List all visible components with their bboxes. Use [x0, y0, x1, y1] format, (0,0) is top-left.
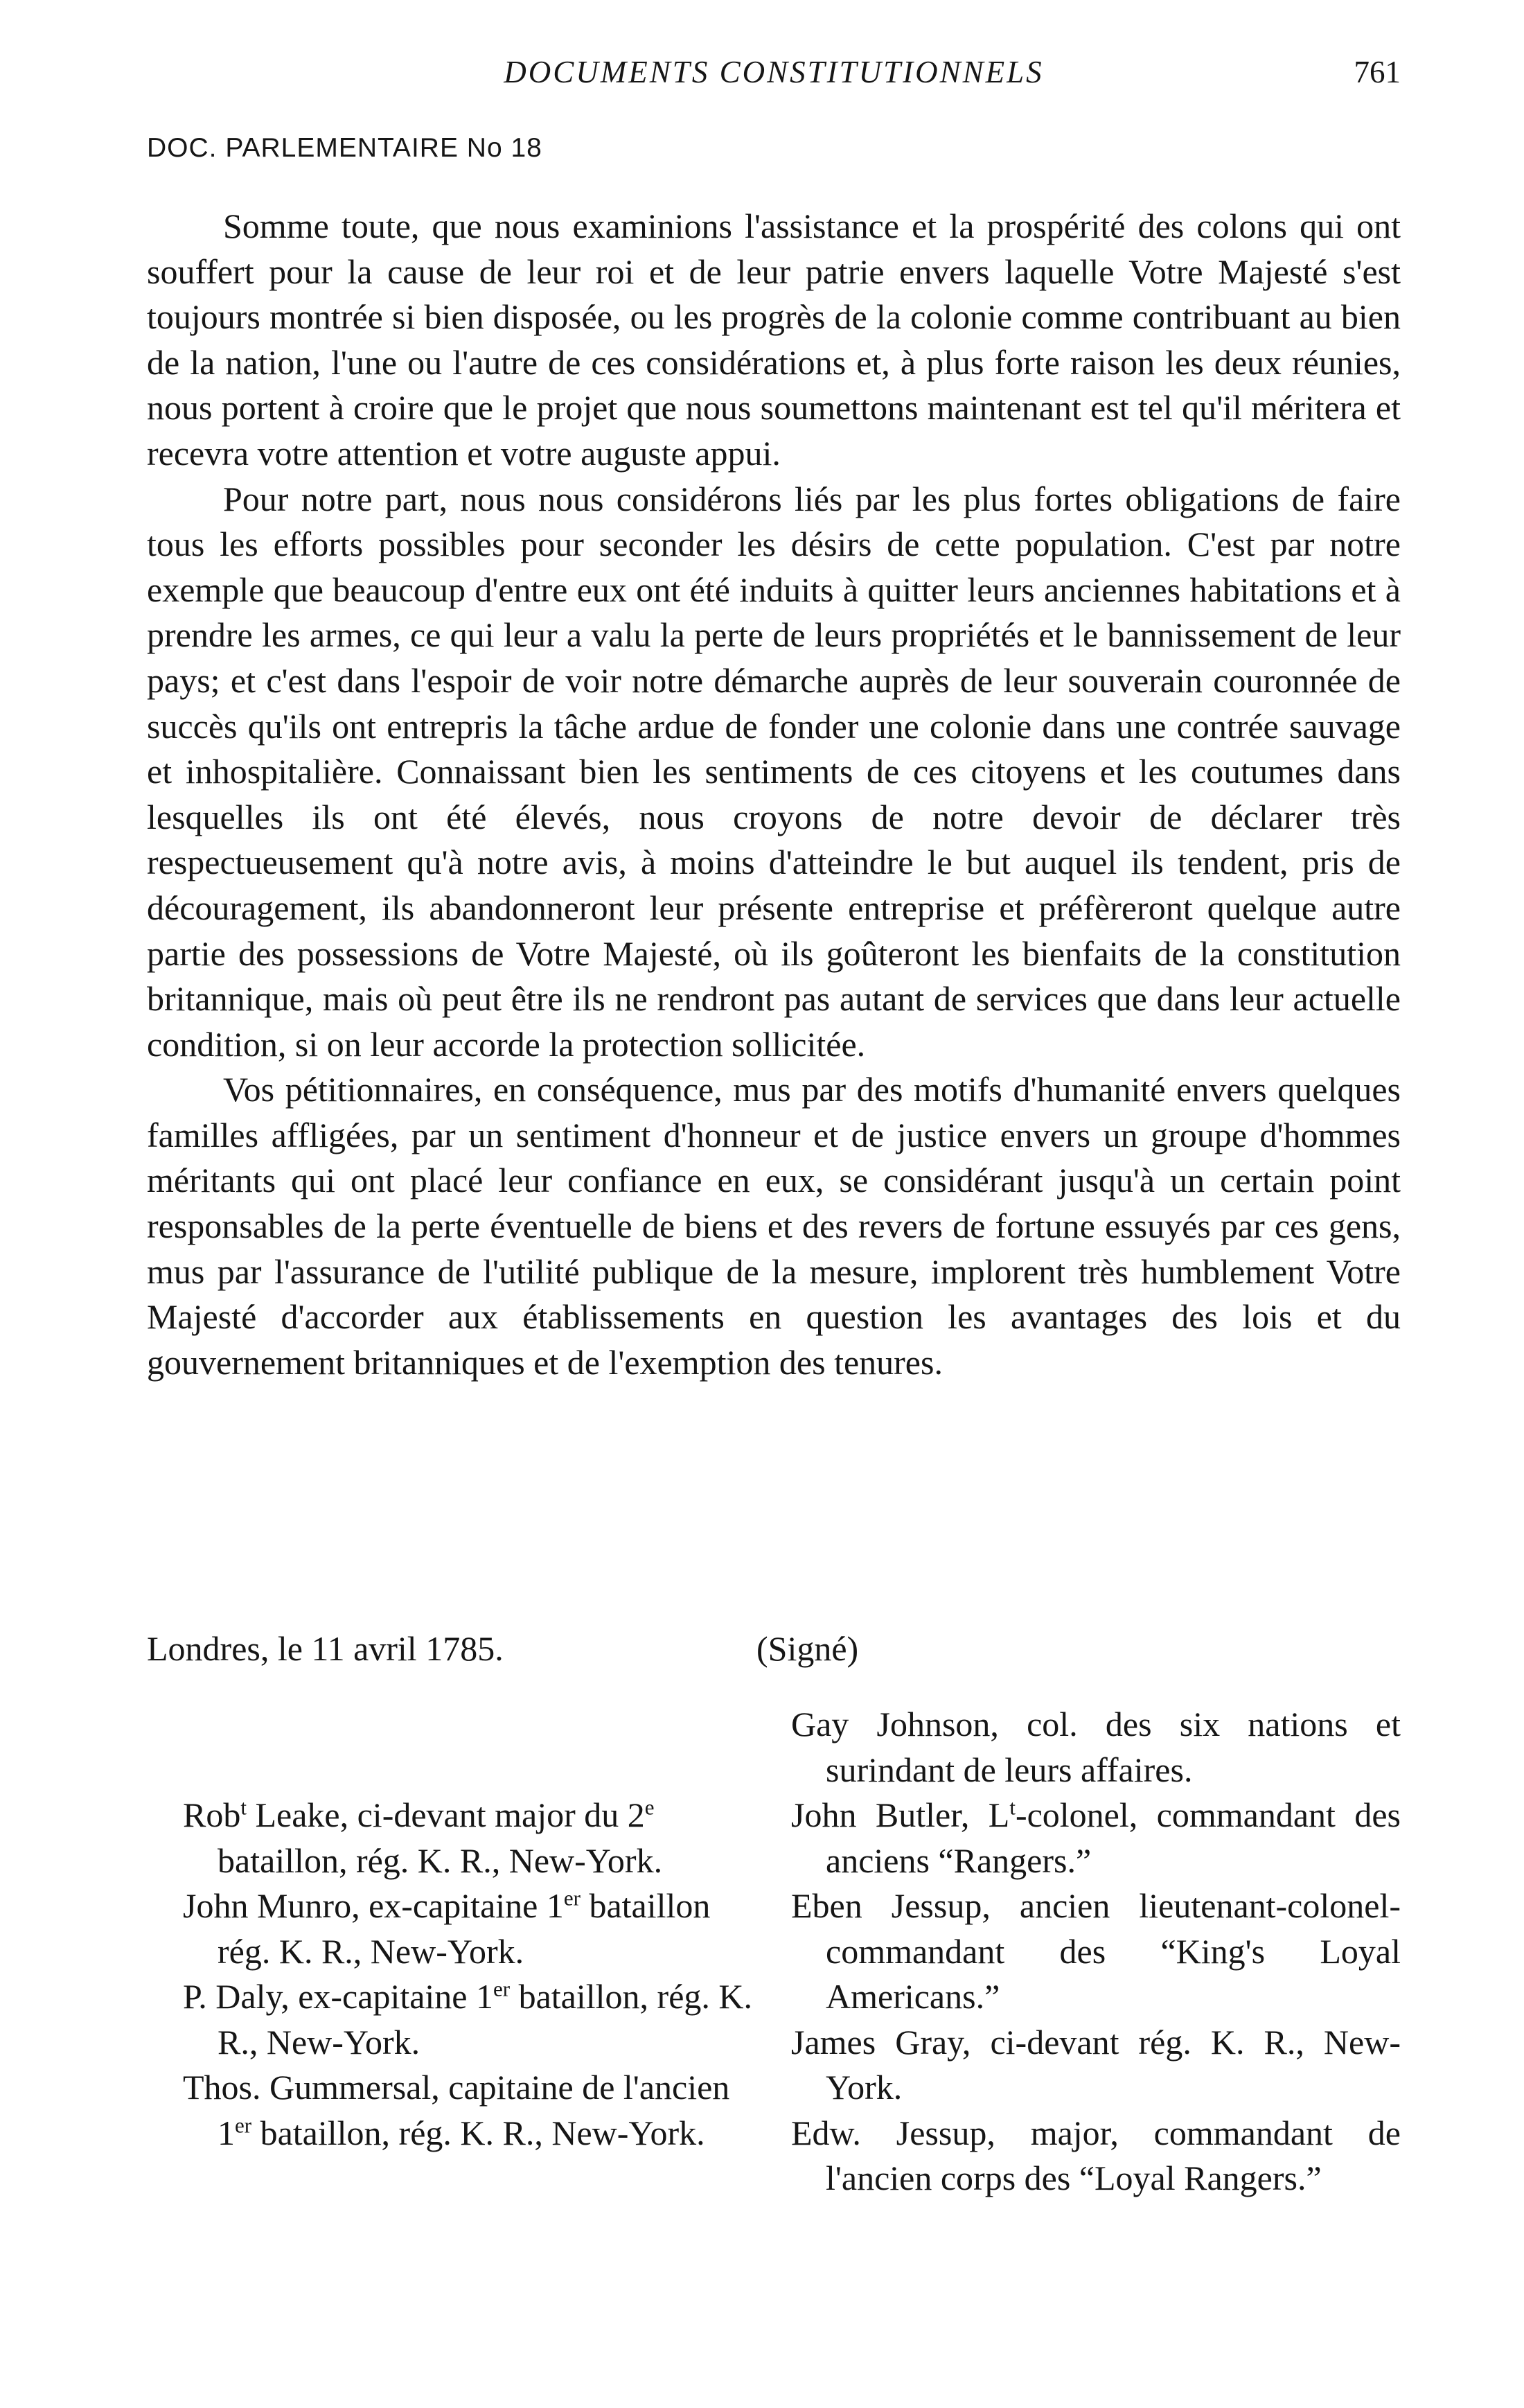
signed-label: (Signé)	[756, 1629, 859, 1668]
signature-entry: John Munro, ex-capitaine 1er bataillon rég. K. R., New-York.	[183, 1886, 711, 1971]
place-date: Londres, le 11 avril 1785.	[147, 1629, 504, 1668]
document-reference: DOC. PARLEMENTAIRE No 18	[147, 133, 542, 163]
signatures-right-column	[791, 1702, 1401, 2202]
signature-entry: Edw. Jessup, major, commandant de l'ancien corps des “Loyal Rangers.”	[791, 2113, 1401, 2197]
paragraph: Somme toute, que nous examinions l'assistance et la prospérité des colons qui ont souffert pour la cause de leur roi et de leur patrie envers laquelle Votre Majesté s'est toujours montrée si bien disposée, ou les progrès de la colonie comme contribuant au bien de la nation, l'une ou l'autre de ces considérations et, à plus forte raison les deux réunies, nous portent à croire que le projet que nous soumettons maintenant est tel qu'il méritera et recevra votre attention et votre auguste appui.	[147, 206, 1401, 473]
body-text	[147, 204, 1401, 1385]
paragraph: Vos pétitionnaires, en conséquence, mus par des motifs d'humanité envers quelques familles affligées, par un sentiment d'honneur et de justice envers un groupe d'hommes méritants qui ont placé leur confiance en eux, se considérant jusqu'à un certain point responsables de la perte éventuelle de biens et des revers de fortune essuyés par ces gens, mus par l'assurance de l'utilité publique de la mesure, implorent très humblement Votre Majesté d'accorder aux établissements en question les avantages des lois et du gouvernement britanniques et de l'exemption des tenures.	[147, 1070, 1401, 1382]
page-number: 761	[1354, 55, 1401, 89]
signature-entry: James Gray, ci-devant rég. K. R., New-York.	[791, 2022, 1401, 2107]
signature-entry: Gay Johnson, col. des six nations et surindant de leurs affaires.	[791, 1705, 1401, 1789]
signature-entry: Eben Jessup, ancien lieutenant-colonel-commandant des “King's Loyal Americans.”	[791, 1886, 1401, 2016]
signature-entry: Rob$^t$ Leake, ci-devant major du 2e bataillon, rég. K. R., New-York.	[183, 1795, 663, 1880]
signature-entry: P. Daly, ex-capitaine 1er bataillon, rég. K. R., New-York.	[183, 1976, 752, 2062]
running-head	[147, 54, 1401, 116]
running-title: DOCUMENTS CONSTITUTIONNELS	[504, 55, 1044, 89]
signature-entry: John Butler, $L^t$-colonel, commandant des anciens “Rangers.”	[791, 1795, 1401, 1880]
signature-entry: Thos. Gummersal, capitaine de l'ancien 1er bataillon, rég. K. R., New-York.	[183, 2068, 730, 2152]
paragraph: Pour notre part, nous nous considérons liés par les plus fortes obligations de faire tous les efforts possibles pour seconder les désirs de cette population. C'est par notre exemple que beaucoup d'entre eux ont été induits à quitter leurs anciennes habitations et à prendre les armes, ce qui leur a valu la perte de leurs propriétés et le bannissement de leur pays; et c'est dans l'espoir de voir notre démarche auprès de leur souverain couronnée de succès qu'ils ont entrepris la tâche ardue de fonder une colonie dans une contrée sauvage et inhospitalière. Connaissant bien les sentiments de ces citoyens et les coutumes dans lesquelles ils ont été élevés, nous croyons de notre devoir de déclarer très respectueusement qu'à notre avis, à moins d'atteindre le but auquel ils tendent, pris de découragement, ils abandonneront leur présente entreprise et préfèreront quelque autre partie des possessions de Votre Majesté, où ils goûteront les bienfaits de la constitution britannique, mais où peut être ils ne rendront pas autant de services que dans leur actuelle condition, si on leur accorde la protection sollicitée.	[147, 479, 1401, 1064]
signatures-left-column	[183, 1793, 762, 2156]
